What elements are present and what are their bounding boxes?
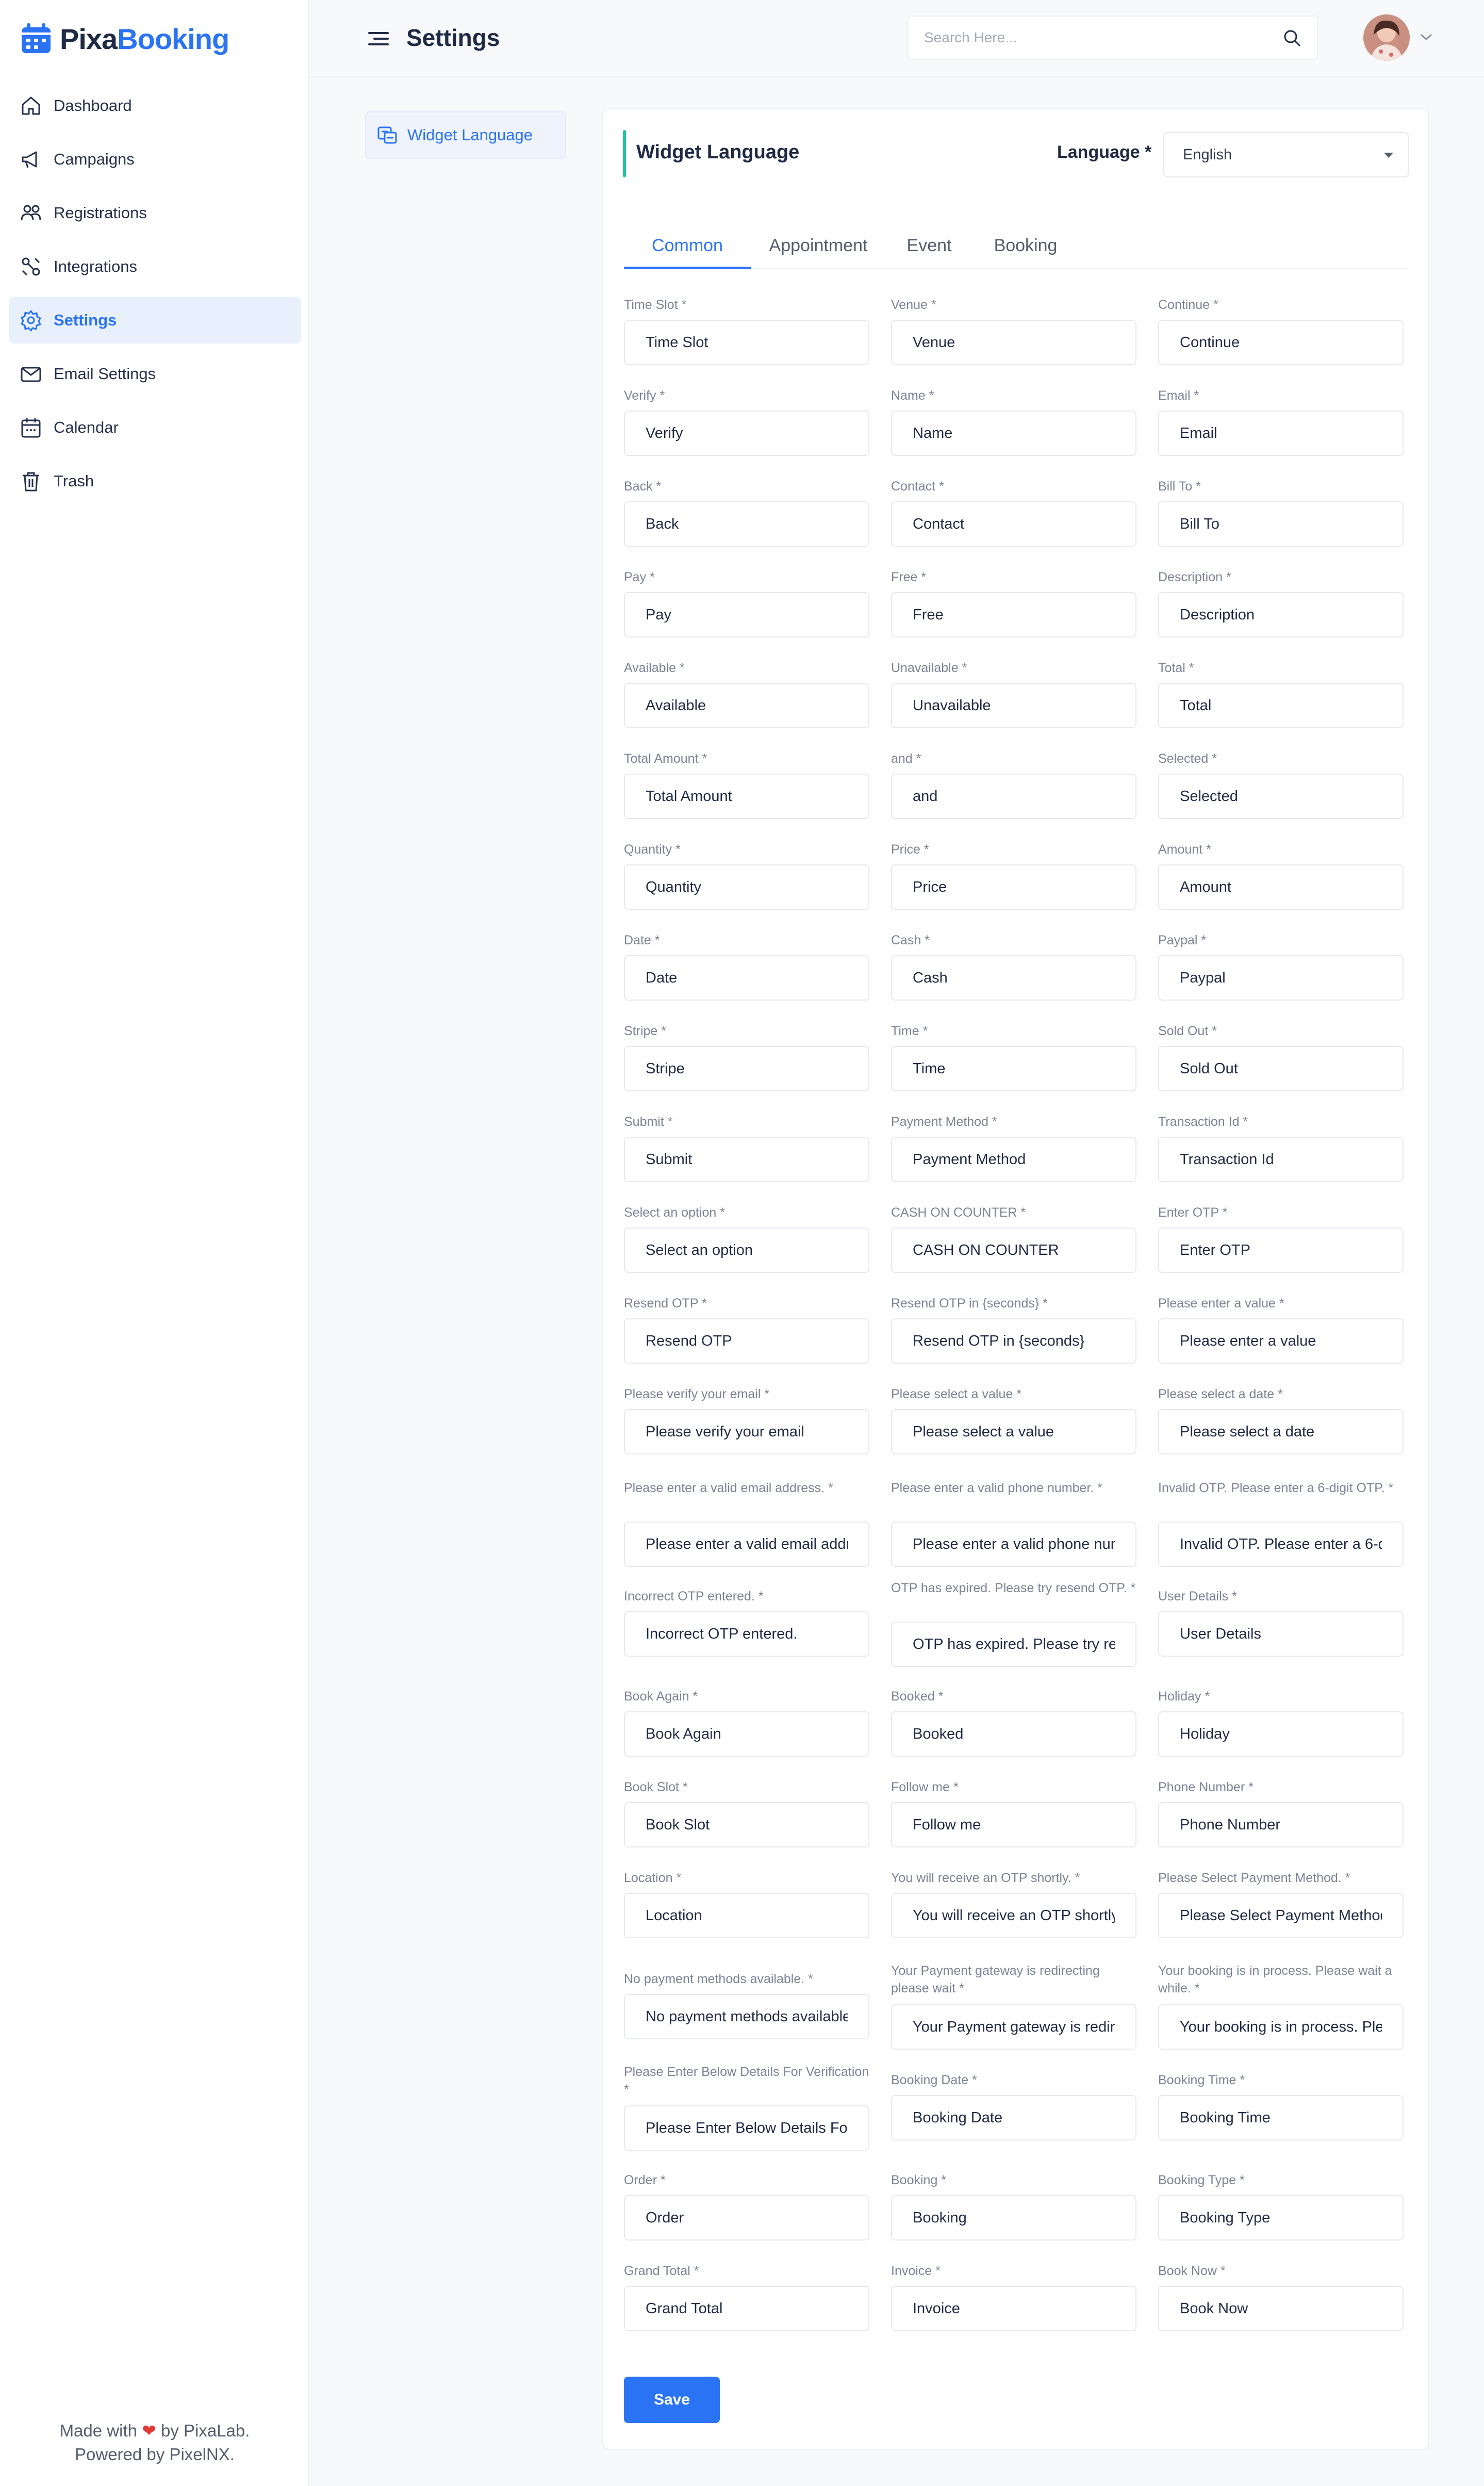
field-label: Submit * [624,1115,673,1129]
footer-line-2: Powered by PixelNX. [75,2445,235,2464]
field-input[interactable] [1158,1137,1404,1182]
field-input[interactable] [1158,2095,1404,2140]
field-input[interactable] [624,411,869,456]
sidebar-item-label: Calendar [54,418,119,436]
field-input[interactable] [1158,1893,1404,1938]
field-label: Please select a date * [1158,1387,1283,1401]
field-input[interactable] [624,1228,869,1273]
field-input[interactable] [624,501,869,547]
field-label: Description * [1158,570,1231,584]
field-input[interactable] [624,1522,869,1567]
field-label: Your Payment gateway is redirecting please wait * [891,1964,1100,1996]
field-input[interactable] [891,1318,1136,1364]
sidebar-item-calendar[interactable] [9,404,301,451]
field-input[interactable] [624,2105,869,2151]
field-label: Cash * [891,933,930,947]
field-input[interactable] [891,2195,1136,2240]
topbar [309,0,1484,77]
field-label: Incorrect OTP entered. * [624,1589,764,1604]
field-input[interactable] [891,1522,1136,1567]
field-label: OTP has expired. Please try resend OTP. * [891,1581,1136,1595]
field-input[interactable] [891,1228,1136,1273]
email-icon [20,363,42,385]
card-title: Widget Language [636,141,800,163]
field-input[interactable] [891,1046,1136,1091]
language-selected-value: English [1183,146,1232,163]
avatar-image [1363,14,1410,61]
sidebar-item-label: Campaigns [54,150,135,168]
field-label: Quantity * [624,842,681,857]
widget-language-card [602,108,1429,2450]
field-input[interactable] [1158,501,1404,547]
gear-icon [20,309,42,332]
field-label: Invoice * [891,2264,941,2278]
field-label: Selected * [1158,751,1217,766]
field-label: Payment Method * [891,1115,997,1129]
trash-icon [20,470,42,493]
app-name-part1: Pixa [60,22,118,55]
field-input[interactable] [1158,1409,1404,1454]
field-label: Please Enter Below Details For Verification * [624,2065,869,2097]
field-input[interactable] [891,683,1136,728]
field-label: Booking Date * [891,2073,977,2087]
field-input[interactable] [891,2004,1136,2050]
field-input[interactable] [891,1409,1136,1454]
field-label: Pay * [624,570,655,584]
field-label: Book Again * [624,1689,698,1704]
field-label: Resend OTP * [624,1296,707,1311]
app-name [60,22,229,56]
title-accent-bar [623,130,626,177]
field-label: Email * [1158,388,1199,403]
sidebar-item-dashboard[interactable] [9,83,301,129]
field-label: Please enter a valid email address. * [624,1481,833,1495]
field-label: Please Select Payment Method. * [1158,1871,1350,1885]
field-label: Order * [624,2173,666,2187]
field-input[interactable] [1158,1228,1404,1273]
field-input[interactable] [1158,1046,1404,1091]
field-input[interactable] [1158,1522,1404,1567]
field-label: Please select a value * [891,1387,1021,1401]
heart-icon: ❤ [142,2421,156,2440]
field-label: No payment methods available. * [624,1972,813,1986]
settings-menu-label: Widget Language [407,126,533,144]
users-icon [20,202,42,224]
field-label: Bill To * [1158,479,1201,494]
field-input[interactable] [624,1994,869,2039]
field-input[interactable] [891,2286,1136,2331]
field-label: Follow me * [891,1780,959,1794]
field-label: Unavailable * [891,661,967,675]
field-input[interactable] [1158,774,1404,819]
menu-toggle-icon[interactable] [367,27,391,51]
field-label: Book Slot * [624,1780,688,1794]
field-label: Booking Time * [1158,2073,1245,2087]
field-input[interactable] [624,592,869,637]
app-logo[interactable] [20,20,229,58]
field-input[interactable] [1158,955,1404,1001]
field-label: Resend OTP in {seconds} * [891,1296,1048,1311]
field-input[interactable] [891,2095,1136,2140]
sidebar-item-label: Registrations [54,204,147,222]
field-label: Stripe * [624,1024,666,1038]
field-label: Paypal * [1158,933,1207,947]
field-label: Holiday * [1158,1689,1210,1704]
field-input[interactable] [624,2286,869,2331]
sidebar-item-settings[interactable] [9,297,301,344]
field-input[interactable] [624,320,869,365]
integrations-icon [20,255,42,278]
field-input[interactable] [1158,1711,1404,1757]
search-box [908,15,1318,60]
sidebar [0,0,309,2486]
tab-appointment[interactable]: Appointment [769,236,868,255]
field-input[interactable] [624,1046,869,1091]
field-input[interactable] [1158,592,1404,637]
field-input[interactable] [624,1711,869,1757]
field-label: Grand Total * [624,2264,699,2278]
field-label: Select an option * [624,1205,725,1220]
field-label: Book Now * [1158,2264,1226,2278]
field-input[interactable] [891,592,1136,637]
field-label: Name * [891,388,934,403]
field-label: Price * [891,842,929,857]
sidebar-item-registrations[interactable] [9,190,301,236]
field-input[interactable] [1158,411,1404,456]
field-label: Location * [624,1871,682,1885]
field-input[interactable] [624,955,869,1001]
field-label: Available * [624,661,685,675]
field-input[interactable] [624,1409,869,1454]
sidebar-item-trash[interactable] [9,458,301,504]
field-label: and * [891,751,921,766]
field-label: User Details * [1158,1589,1237,1604]
field-label: Contact * [891,479,944,494]
sidebar-item-email-settings[interactable] [9,351,301,397]
field-input[interactable] [1158,1802,1404,1847]
field-input[interactable] [624,683,869,728]
sidebar-nav [9,83,301,512]
footer-credit [0,2419,309,2466]
field-label: Invalid OTP. Please enter a 6-digit OTP. * [1158,1481,1394,1495]
search-icon[interactable] [1282,28,1302,48]
avatar[interactable] [1363,14,1410,61]
translate-icon [376,124,398,146]
field-input[interactable] [1158,2286,1404,2331]
field-label: Transaction Id * [1158,1115,1248,1129]
sidebar-item-label: Trash [54,472,94,490]
save-button[interactable]: Save [624,2377,720,2423]
field-input[interactable] [624,1802,869,1847]
field-input[interactable] [891,501,1136,547]
field-input[interactable] [624,1893,869,1938]
sidebar-item-label: Dashboard [54,96,132,115]
calendar-logo-icon [20,22,53,55]
field-input[interactable] [1158,1611,1404,1657]
field-label: Your booking is in process. Please wait a while. * [1158,1964,1392,1996]
calendar-icon [20,416,42,439]
field-label: You will receive an OTP shortly. * [891,1871,1080,1885]
footer-line-1 [0,2419,309,2443]
field-label: Phone Number * [1158,1780,1254,1794]
field-label: Back * [624,479,662,494]
field-input[interactable] [891,320,1136,365]
search-input[interactable] [924,17,1275,59]
tab-booking[interactable]: Booking [994,236,1058,255]
language-tabs [624,222,1409,269]
field-label: Sold Out * [1158,1024,1217,1038]
field-input[interactable] [891,411,1136,456]
field-input[interactable] [624,2195,869,2240]
field-label: Time Slot * [624,298,687,312]
field-input[interactable] [624,1318,869,1364]
field-input[interactable] [624,774,869,819]
home-icon [20,94,42,117]
language-label: Language * [1057,142,1152,162]
field-label: Booking * [891,2173,947,2187]
field-input[interactable] [1158,864,1404,910]
sidebar-item-integrations[interactable] [9,243,301,290]
field-input[interactable] [891,1622,1136,1667]
field-label: Please verify your email * [624,1387,770,1401]
field-input[interactable] [891,1893,1136,1938]
field-label: Free * [891,570,927,584]
field-label: Booking Type * [1158,2173,1245,2187]
tab-event[interactable]: Event [906,236,952,255]
field-input[interactable] [891,1137,1136,1182]
footer-made-with: Made with [59,2421,137,2440]
field-input[interactable] [624,1137,869,1182]
settings-menu-widget-language[interactable] [365,111,566,159]
app-name-part2: Booking [117,22,229,55]
field-input[interactable] [1158,683,1404,728]
footer-by: by PixaLab. [160,2421,250,2440]
field-input[interactable] [891,1711,1136,1757]
field-label: Please enter a value * [1158,1296,1284,1311]
field-label: Total * [1158,661,1194,675]
field-label: Booked * [891,1689,944,1704]
field-input[interactable] [1158,2195,1404,2240]
field-label: Continue * [1158,298,1218,312]
field-label: Verify * [624,388,665,403]
caret-down-icon [1383,152,1394,159]
field-input[interactable] [624,1611,869,1657]
language-select[interactable] [1163,132,1409,177]
tab-common[interactable]: Common [624,222,751,269]
page-title: Settings [406,24,500,51]
field-input[interactable] [1158,2004,1404,2050]
field-label: CASH ON COUNTER * [891,1205,1026,1220]
field-input[interactable] [1158,1318,1404,1364]
field-label: Amount * [1158,842,1211,857]
field-input[interactable] [891,955,1136,1001]
field-label: Enter OTP * [1158,1205,1228,1220]
sidebar-item-campaigns[interactable] [9,136,301,183]
chevron-down-icon[interactable] [1419,32,1433,42]
field-label: Date * [624,933,660,947]
megaphone-icon [20,148,42,171]
field-input[interactable] [891,774,1136,819]
field-label: Please enter a valid phone number. * [891,1481,1102,1495]
field-label: Total Amount * [624,751,707,766]
sidebar-item-label: Settings [54,311,117,329]
sidebar-item-label: Email Settings [54,365,156,383]
field-input[interactable] [1158,320,1404,365]
field-input[interactable] [624,864,869,910]
sidebar-item-label: Integrations [54,257,137,275]
field-input[interactable] [891,864,1136,910]
field-label: Time * [891,1024,928,1038]
field-input[interactable] [891,1802,1136,1847]
field-label: Venue * [891,298,936,312]
